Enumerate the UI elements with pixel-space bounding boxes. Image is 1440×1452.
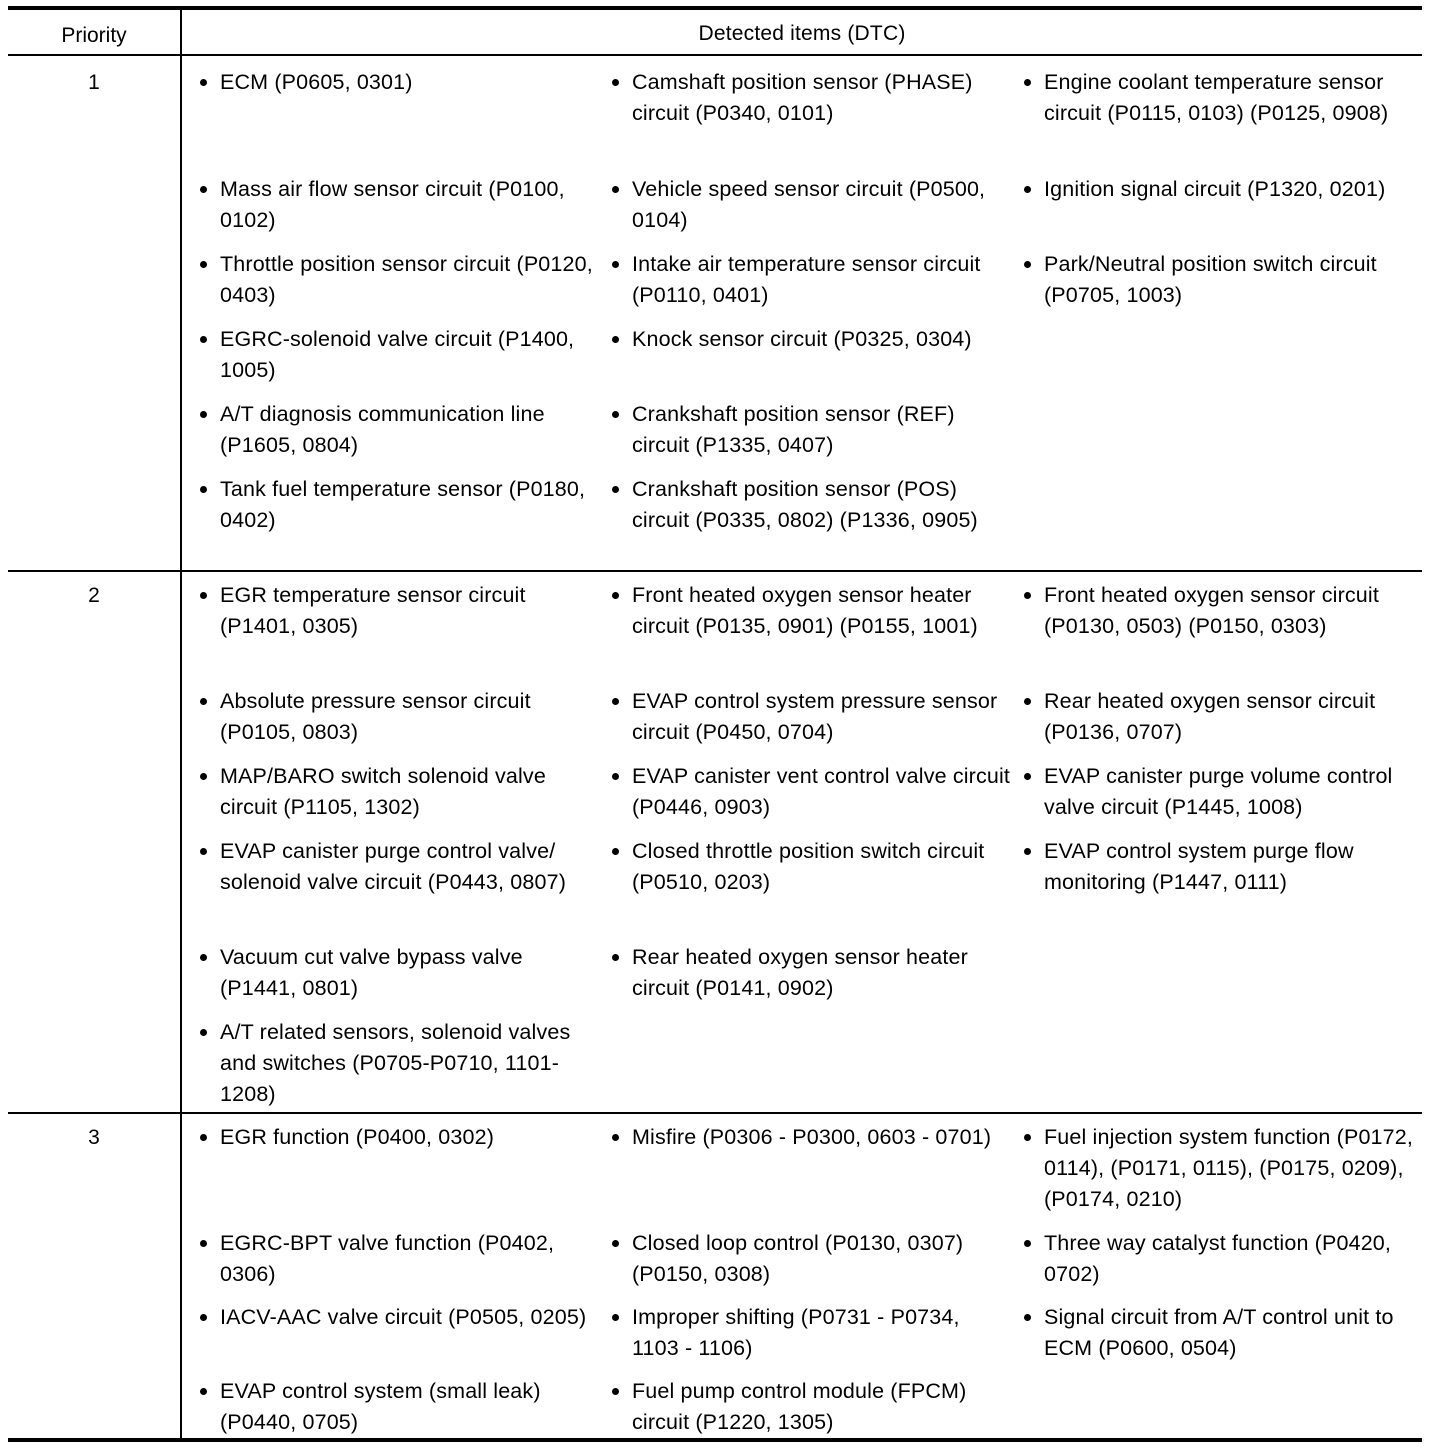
dtc-item-text: Rear heated oxygen sensor heater circuit (P0141, 0902) — [632, 945, 968, 1000]
dtc-item-text: EGRC-BPT valve function (P0402, 0306) — [220, 1231, 555, 1286]
dtc-item — [188, 836, 598, 898]
priority-number: 3 — [88, 1126, 100, 1149]
bullet-icon — [612, 1134, 619, 1141]
dtc-item-text: Absolute pressure sensor circuit (P0105, 0803) — [220, 689, 531, 744]
dtc-item — [188, 1302, 598, 1333]
dtc-item — [600, 249, 1012, 311]
dtc-item-text: EVAP control system pressure sensor circuit (P0450, 0704) — [632, 689, 998, 744]
dtc-item — [600, 1228, 1012, 1290]
bullet-icon — [200, 1134, 207, 1141]
priority-number: 1 — [88, 71, 100, 94]
bullet-icon — [200, 1240, 207, 1247]
dtc-priority-table — [8, 6, 1422, 1442]
dtc-item — [1012, 67, 1422, 129]
dtc-item-text: A/T related sensors, solenoid valves and switches (P0705-P0710, 1101-1208) — [220, 1020, 571, 1106]
dtc-item — [1012, 1302, 1422, 1364]
bullet-icon — [612, 336, 619, 343]
dtc-item-text: Ignition signal circuit (P1320, 0201) — [1044, 177, 1386, 201]
bullet-icon — [612, 261, 619, 268]
dtc-item-text: Tank fuel temperature sensor (P0180, 0402) — [220, 477, 586, 532]
dtc-item-text: Signal circuit from A/T control unit to ECM (P0600, 0504) — [1044, 1305, 1394, 1360]
bullet-icon — [200, 773, 207, 780]
dtc-item — [600, 474, 1012, 536]
dtc-item — [600, 1376, 1012, 1438]
dtc-item — [600, 1122, 1012, 1153]
dtc-item — [188, 399, 598, 461]
dtc-item — [1012, 1122, 1422, 1215]
dtc-item-text: Mass air flow sensor circuit (P0100, 0102) — [220, 177, 565, 232]
bullet-icon — [612, 1388, 619, 1395]
dtc-item-text: Three way catalyst function (P0420, 0702) — [1044, 1231, 1392, 1286]
bullet-icon — [612, 186, 619, 193]
dtc-item-text: EVAP canister purge control valve/ solenoid valve circuit (P0443, 0807) — [220, 839, 567, 894]
bullet-icon — [200, 1314, 207, 1321]
bullet-icon — [200, 848, 207, 855]
dtc-item-text: IACV-AAC valve circuit (P0505, 0205) — [220, 1305, 587, 1329]
bullet-icon — [200, 592, 207, 599]
bullet-icon — [1024, 773, 1031, 780]
dtc-item-text: EVAP control system (small leak) (P0440, 0705) — [220, 1379, 541, 1434]
bullet-icon — [612, 773, 619, 780]
bullet-icon — [200, 698, 207, 705]
dtc-item — [1012, 249, 1422, 311]
bullet-icon — [200, 79, 207, 86]
dtc-item — [188, 580, 598, 642]
dtc-item-text: Front heated oxygen sensor heater circuit (P0135, 0901) (P0155, 1001) — [632, 583, 978, 638]
bullet-icon — [612, 698, 619, 705]
dtc-item-text: Fuel pump control module (FPCM) circuit (P1220, 1305) — [632, 1379, 967, 1434]
bullet-icon — [612, 1314, 619, 1321]
dtc-item-text: Vehicle speed sensor circuit (P0500, 0104) — [632, 177, 986, 232]
bullet-icon — [1024, 698, 1031, 705]
dtc-item-text: Engine coolant temperature sensor circuit (P0115, 0103) (P0125, 0908) — [1044, 70, 1389, 125]
bullet-icon — [1024, 186, 1031, 193]
bullet-icon — [1024, 79, 1031, 86]
dtc-item-text: Crankshaft position sensor (POS) circuit (P0335, 0802) (P1336, 0905) — [632, 477, 978, 532]
bullet-icon — [1024, 592, 1031, 599]
dtc-item-text: EGRC-solenoid valve circuit (P1400, 1005) — [220, 327, 575, 382]
priority-group-1 — [8, 59, 1422, 570]
bullet-icon — [612, 954, 619, 961]
bullet-icon — [200, 954, 207, 961]
bullet-icon — [1024, 1314, 1031, 1321]
dtc-item — [600, 174, 1012, 236]
dtc-item — [600, 399, 1012, 461]
dtc-item — [600, 580, 1012, 642]
dtc-item — [188, 1017, 598, 1110]
dtc-item — [600, 1302, 1012, 1364]
dtc-item-text: Intake air temperature sensor circuit (P0110, 0401) — [632, 252, 981, 307]
dtc-item-text: EGR function (P0400, 0302) — [220, 1125, 495, 1149]
dtc-item — [1012, 836, 1422, 898]
dtc-item — [600, 686, 1012, 748]
bullet-icon — [200, 186, 207, 193]
dtc-item — [600, 67, 1012, 129]
bullet-icon — [612, 79, 619, 86]
bullet-icon — [1024, 261, 1031, 268]
bullet-icon — [200, 336, 207, 343]
dtc-item — [600, 761, 1012, 823]
dtc-item-text: ECM (P0605, 0301) — [220, 70, 413, 94]
bullet-icon — [612, 848, 619, 855]
dtc-item-text: A/T diagnosis communication line (P1605, 0804) — [220, 402, 545, 457]
priority-group-2 — [8, 570, 1422, 1112]
dtc-item-text: Vacuum cut valve bypass valve (P1441, 0801) — [220, 945, 523, 1000]
dtc-item-text: Closed throttle position switch circuit (P0510, 0203) — [632, 839, 985, 894]
dtc-item-text: MAP/BARO switch solenoid valve circuit (P1105, 1302) — [220, 764, 546, 819]
dtc-item-text: Fuel injection system function (P0172, 0114), (P0171, 0115), (P0175, 0209), (P0174, 0210) — [1044, 1125, 1413, 1211]
dtc-item-text: Crankshaft position sensor (REF) circuit (P1335, 0407) — [632, 402, 955, 457]
dtc-item-text: Park/Neutral position switch circuit (P0705, 1003) — [1044, 252, 1377, 307]
dtc-item-text: Throttle position sensor circuit (P0120, 0403) — [220, 252, 593, 307]
dtc-item — [188, 1376, 598, 1438]
bullet-icon — [612, 411, 619, 418]
dtc-item — [1012, 686, 1422, 748]
dtc-item — [188, 174, 598, 236]
dtc-item — [1012, 1228, 1422, 1290]
bullet-icon — [200, 1388, 207, 1395]
priority-number: 2 — [88, 584, 100, 607]
bullet-icon — [200, 486, 207, 493]
dtc-item-text: Closed loop control (P0130, 0307) (P0150, 0308) — [632, 1231, 964, 1286]
dtc-item — [188, 1122, 598, 1153]
dtc-item-text: EVAP canister purge volume control valve circuit (P1445, 1008) — [1044, 764, 1393, 819]
dtc-item-text: Rear heated oxygen sensor circuit (P0136, 0707) — [1044, 689, 1376, 744]
dtc-item — [600, 324, 1012, 355]
dtc-item — [188, 942, 598, 1004]
dtc-item-text: Misfire (P0306 - P0300, 0603 - 0701) — [632, 1125, 992, 1149]
dtc-item — [600, 942, 1012, 1004]
dtc-item — [1012, 580, 1422, 642]
dtc-item-text: Front heated oxygen sensor circuit (P0130, 0503) (P0150, 0303) — [1044, 583, 1379, 638]
dtc-item-text: Knock sensor circuit (P0325, 0304) — [632, 327, 972, 351]
dtc-item — [188, 1228, 598, 1290]
dtc-item — [188, 324, 598, 386]
dtc-item — [188, 761, 598, 823]
dtc-item — [188, 67, 598, 98]
bullet-icon — [612, 1240, 619, 1247]
bullet-icon — [1024, 848, 1031, 855]
dtc-item — [188, 249, 598, 311]
dtc-item-text: Camshaft position sensor (PHASE) circuit (P0340, 0101) — [632, 70, 973, 125]
table-header — [8, 10, 1422, 56]
bullet-icon — [200, 261, 207, 268]
dtc-item — [1012, 174, 1422, 205]
bullet-icon — [1024, 1240, 1031, 1247]
detected-items-column-header: Detected items (DTC) — [698, 22, 906, 45]
bullet-icon — [612, 486, 619, 493]
dtc-item — [188, 686, 598, 748]
dtc-item-text: EVAP canister vent control valve circuit (P0446, 0903) — [632, 764, 1011, 819]
dtc-item — [188, 474, 598, 536]
bullet-icon — [200, 1029, 207, 1036]
dtc-item-text: Improper shifting (P0731 - P0734, 1103 - 1106) — [632, 1305, 960, 1360]
bullet-icon — [612, 592, 619, 599]
bullet-icon — [200, 411, 207, 418]
priority-group-3 — [8, 1112, 1422, 1442]
dtc-item-text: EVAP control system purge flow monitoring (P1447, 0111) — [1044, 839, 1354, 894]
dtc-item — [1012, 761, 1422, 823]
dtc-item-text: EGR temperature sensor circuit (P1401, 0305) — [220, 583, 526, 638]
priority-column-header: Priority — [61, 24, 127, 47]
dtc-item — [600, 836, 1012, 898]
bullet-icon — [1024, 1134, 1031, 1141]
